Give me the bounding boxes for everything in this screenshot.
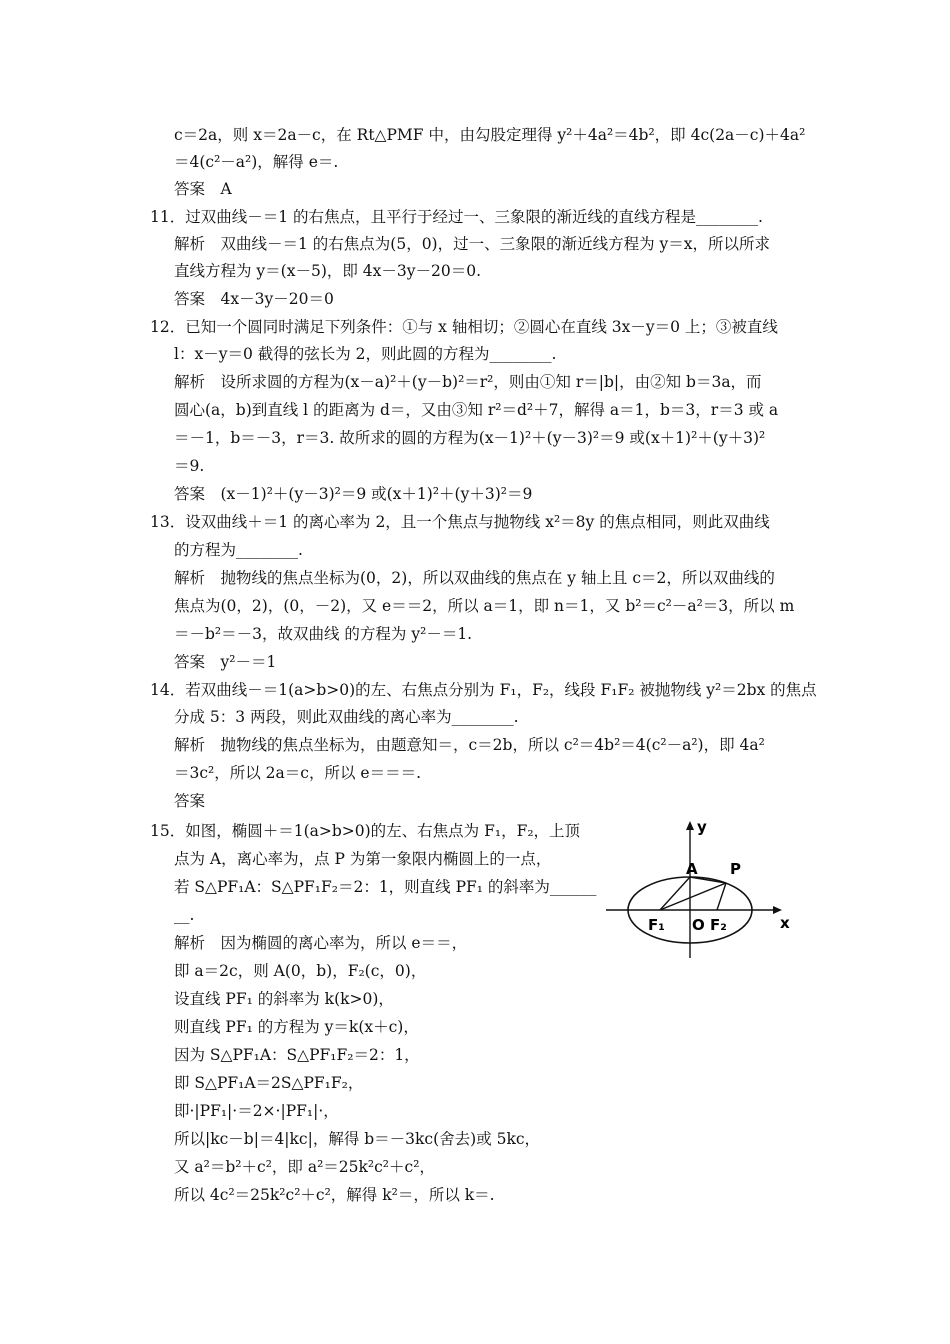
question-12-cont: l：x－y＝0 截得的弦长为 2，则此圆的方程为________. <box>174 345 557 363</box>
solution-line: 解析 抛物线的焦点坐标为(0，2)，所以双曲线的焦点在 y 轴上且 c＝2，所以双曲线的 <box>174 569 775 587</box>
label-a: A <box>686 860 698 878</box>
segment-f1-p <box>660 883 726 910</box>
text-line: ＝4(c²－a²)，解得 e＝. <box>174 153 339 171</box>
ellipse-diagram <box>600 818 800 960</box>
solution-line: 解析 双曲线－＝1 的右焦点为(5，0)，过一、三象限的渐近线方程为 y＝x，所以所求 <box>174 235 771 253</box>
question-14: 14．若双曲线－＝1(a>b>0)的左、右焦点分别为 F₁，F₂，线段 F₁F₂ 被抛物线 y²＝2bx 的焦点 <box>150 681 817 699</box>
solution-line: 即 a＝2c，则 A(0，b)，F₂(c，0)， <box>174 962 427 980</box>
question-15-cont: 点为 A，离心率为，点 P 为第一象限内椭圆上的一点， <box>174 850 552 868</box>
label-x: x <box>780 914 790 932</box>
label-f1: F₁ <box>648 916 665 934</box>
solution-line: 即·|PF₁|·＝2×·|PF₁|·， <box>174 1102 339 1120</box>
segment-p-f2 <box>717 883 726 910</box>
solution-line: 即 S△PF₁A＝2S△PF₁F₂， <box>174 1074 364 1092</box>
solution-line: 所以|kc－b|＝4|kc|，解得 b＝－3kc(舍去)或 5kc， <box>174 1130 541 1148</box>
question-13: 13．设双曲线＋＝1 的离心率为 2，且一个焦点与抛物线 x²＝8y 的焦点相同，则此双曲线 <box>150 513 770 531</box>
question-14-cont: 分成 5：3 两段，则此双曲线的离心率为________. <box>174 708 519 726</box>
answer-line: 答案 (x－1)²＋(y－3)²＝9 或(x＋1)²＋(y＋3)²＝9 <box>174 485 533 503</box>
solution-line: 所以 4c²＝25k²c²＋c²，解得 k²＝，所以 k＝. <box>174 1186 495 1204</box>
solution-line: 解析 因为椭圆的离心率为，所以 e＝＝， <box>174 934 468 952</box>
answer-line: 答案 A <box>174 180 232 198</box>
question-15-cont: __. <box>174 906 195 924</box>
question-15-cont: 若 S△PF₁A：S△PF₁F₂＝2：1，则直线 PF₁ 的斜率为______ <box>174 878 597 896</box>
ellipse-figure <box>600 818 800 960</box>
solution-line: 解析 抛物线的焦点坐标为，由题意知＝，c＝2b，所以 c²＝4b²＝4(c²－a²)，即 4a² <box>174 736 765 754</box>
solution-line: 焦点为(0，2)，(0，－2)，又 e＝＝2，所以 a＝1，即 n＝1，又 b²＝c²－a²＝3，所以 m <box>174 597 795 615</box>
label-f2: F₂ <box>710 916 727 934</box>
answer-line: 答案 <box>174 792 206 810</box>
label-y: y <box>697 818 707 836</box>
solution-line: 圆心(a，b)到直线 l 的距离为 d＝，又由③知 r²＝d²＋7，解得 a＝1，b＝3，r＝3 或 a <box>174 401 779 419</box>
question-15: 15．如图，椭圆＋＝1(a>b>0)的左、右焦点为 F₁，F₂，上顶 <box>150 822 581 840</box>
solution-line: ＝9. <box>174 457 205 475</box>
label-p: P <box>730 860 741 878</box>
solution-line: 因为 S△PF₁A：S△PF₁F₂＝2：1， <box>174 1046 420 1064</box>
segment-f1-a <box>660 877 690 910</box>
question-13-cont: 的方程为________. <box>174 541 303 559</box>
solution-line: 直线方程为 y＝(x－5)，即 4x－3y－20＝0. <box>174 262 482 280</box>
label-o: O <box>692 916 705 934</box>
solution-line: 又 a²＝b²＋c²，即 a²＝25k²c²＋c²， <box>174 1158 435 1176</box>
solution-line: 解析 设所求圆的方程为(x－a)²＋(y－b)²＝r²，则由①知 r＝|b|，由②知 b＝3a，而 <box>174 373 762 391</box>
answer-line: 答案 y²－＝1 <box>174 653 277 671</box>
text-line: c＝2a，则 x＝2a－c，在 Rt△PMF 中，由勾股定理得 y²＋4a²＝4b²，即 4c(2a－c)＋4a² <box>174 126 806 144</box>
solution-line: ＝－1，b＝－3，r＝3. 故所求的圆的方程为(x－1)²＋(y－3)²＝9 或(x＋1)²＋(y＋3)² <box>174 429 766 447</box>
question-11: 11．过双曲线－＝1 的右焦点，且平行于经过一、三象限的渐近线的直线方程是________. <box>150 208 763 226</box>
solution-line: ＝3c²，所以 2a＝c，所以 e＝＝＝. <box>174 764 421 782</box>
solution-line: 则直线 PF₁ 的方程为 y＝k(x＋c)， <box>174 1018 419 1036</box>
solution-line: 设直线 PF₁ 的斜率为 k(k>0)， <box>174 990 394 1008</box>
solution-line: ＝－b²＝－3，故双曲线 的方程为 y²－＝1. <box>174 625 473 643</box>
x-axis-arrow <box>773 906 782 914</box>
question-12: 12．已知一个圆同时满足下列条件：①与 x 轴相切；②圆心在直线 3x－y＝0 上；③被直线 <box>150 318 778 336</box>
answer-line: 答案 4x－3y－20＝0 <box>174 290 334 308</box>
y-axis-arrow <box>686 821 694 830</box>
